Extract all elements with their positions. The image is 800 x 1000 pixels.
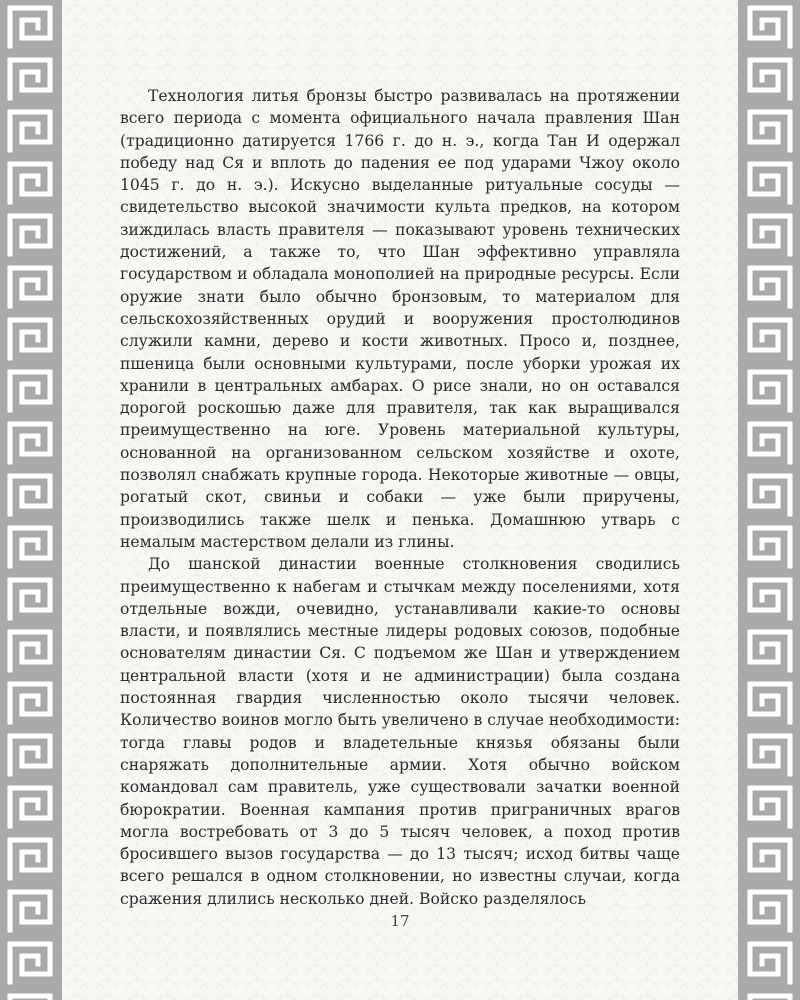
paragraph-bronze-casting: Технология литья бронзы быстро развивалась на протяжении всего периода с момента официального начала правления Шан (традиционно датируется 1766 г. до н. э., когда Тан И одержал победу над Ся и вплоть до падения ее под ударами Чжоу около 1045 г. до н. э.). Искусно выделанные ритуальные сосуды — свидетельство высокой значимости культа предков, на котором зиждилась власть правителя — показывают уровень технических достижений, а также то, что Шан эффективно управляла государством и обладала монополией на природные ресурсы. Если оружие знати было обычно бронзовым, то материалом для сельскохозяйственных орудий и вооружения простолюдинов служили камни, дерево и кости животных. Просо и, позднее, пшеница были основными культурами, после уборки урожая их хранили в центральных амбарах. О рисе знали, но он оставался дорогой роскошью даже для правителя, так как выращивался преимущественно на юге. Уровень материальной культуры, основанной на организованном сельском хозяйстве и охоте, позволял снабжать крупные города. Некоторые животные — овцы, рогатый скот, свиньи и собаки — уже были приручены, производились также шелк и пенька. Домашнюю утварь с немалым мастерством делали из глины. <box>120 87 680 551</box>
meander-pattern-left <box>0 0 62 1000</box>
meander-pattern-right <box>738 0 800 1000</box>
left-meander-border <box>0 0 62 1000</box>
page-number: 17 <box>390 912 410 930</box>
paragraph-military-conflicts: До шанской династии военные столкновения сводились преимущественно к набегам и стычкам между поселениями, хотя отдельные вожди, очевидно, устанавливали какие-то основы власти, и появлялись местные лидеры родовых союзов, подобные основателям династии Ся. С подъемом же Шан и утверждением центральной власти (хотя и не администрации) была создана постоянная гвардия численностью около тысячи человек. Количество воинов могло быть увеличено в случае необходимости: тогда главы родов и владетельные князья обязаны были снаряжать дополнительные армии. Хотя обычно войском командовал сам правитель, уже существовали зачатки военной бюрократии. Военная кампания против приграничных врагов могла востребовать от 3 до 5 тысяч человек, а поход против бросившего вызов государства — до 13 тысяч; исход битвы чаще всего решался в одном столкновении, но известны случаи, когда сражения длились несколько дней. Войско разделялось <box>120 555 680 908</box>
book-page <box>62 0 738 1000</box>
body-text <box>120 85 680 910</box>
right-meander-border <box>738 0 800 1000</box>
